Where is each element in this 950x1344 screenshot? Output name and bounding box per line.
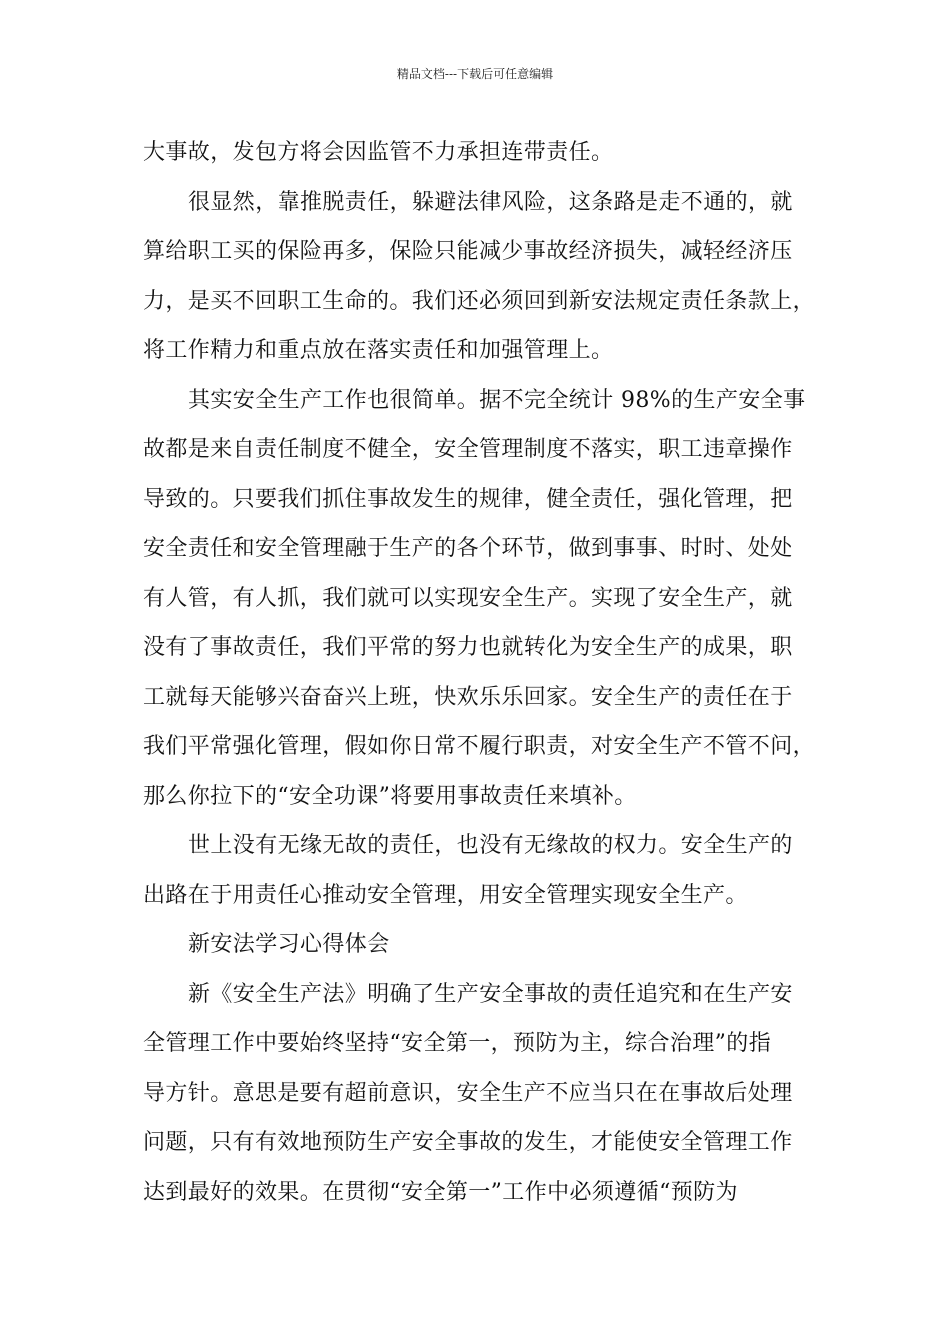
section-heading: 新安法学习心得体会 (188, 932, 390, 957)
page-header: 精品文档---下载后可任意编辑 (396, 67, 554, 81)
text-line: 出路在于用责任心推动安全管理，用安全管理实现安全生产。 (143, 882, 748, 908)
text-line: 有人管，有人抓，我们就可以实现安全生产。实现了安全生产，就 (143, 585, 793, 611)
text-line: 那么你拉下的“安全功课”将要用事故责任来填补。 (143, 783, 637, 809)
text-line: 大事故，发包方将会因监管不力承担连带责任。 (143, 140, 614, 165)
text-line: 故都是来自责任制度不健全，安全管理制度不落实，职工违章操作 (143, 437, 793, 462)
text-line: 达到最好的效果。在贯彻“安全第一”工作中必须遵循“预防为 (143, 1179, 738, 1205)
text-line: 新《安全生产法》明确了生产安全事故的责任追究和在生产安 (188, 981, 793, 1007)
text-line: 全管理工作中要始终坚持“安全第一，预防为主，综合治理”的指 (143, 1031, 772, 1056)
text-line: 世上没有无缘无故的责任，也没有无缘故的权力。安全生产的 (188, 833, 793, 858)
text-line: 工就每天能够兴奋奋兴上班，快欢乐乐回家。安全生产的责任在于 (143, 684, 793, 710)
text-line: 其实安全生产工作也很简单。据不完全统计 98%的生产安全事 (188, 387, 806, 413)
text-line: 很显然，靠推脱责任，躲避法律风险，这条路是走不通的，就 (188, 189, 793, 215)
document-body (143, 128, 816, 1217)
text-line: 导致的。只要我们抓住事故发生的规律，健全责任，强化管理，把 (143, 486, 793, 512)
text-line: 我们平常强化管理，假如你日常不履行职责，对安全生产不管不问， (143, 734, 816, 759)
text-line: 安全责任和安全管理融于生产的各个环节，做到事事、时时、处处 (143, 536, 793, 561)
text-line: 将工作精力和重点放在落实责任和加强管理上。 (143, 338, 614, 363)
text-line: 没有了事故责任，我们平常的努力也就转化为安全生产的成果，职 (143, 635, 793, 660)
text-line: 力，是买不回职工生命的。我们还必须回到新安法规定责任条款上， (143, 288, 816, 314)
text-line: 导方针。意思是要有超前意识，安全生产不应当只在在事故后处理 (143, 1080, 793, 1106)
text-line: 问题，只有有效地预防生产安全事故的发生，才能使安全管理工作 (143, 1130, 793, 1155)
text-line: 算给职工买的保险再多，保险只能减少事故经济损失，减轻经济压 (143, 239, 793, 264)
